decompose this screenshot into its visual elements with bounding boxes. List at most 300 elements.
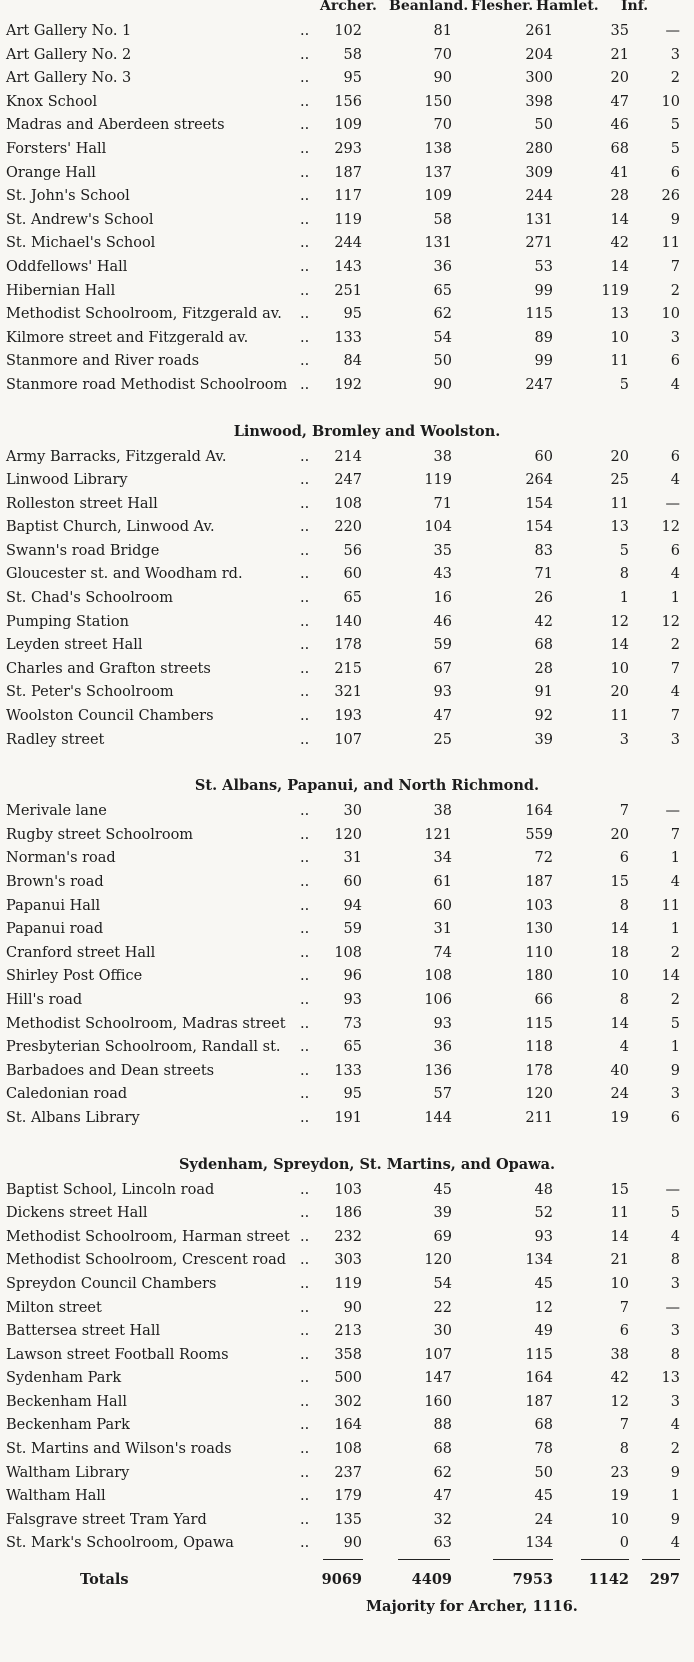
votes-archer: 95 bbox=[343, 1086, 362, 1103]
votes-hamlet: 35 bbox=[610, 23, 629, 39]
polling-place: Presbyterian Schoolroom, Randall st. bbox=[6, 1039, 281, 1056]
table-row bbox=[0, 350, 694, 374]
votes-hamlet: 13 bbox=[610, 306, 629, 323]
votes-beanland: 147 bbox=[424, 1370, 452, 1387]
votes-archer: 90 bbox=[343, 1535, 362, 1552]
polling-place: St. Martins and Wilson's roads bbox=[6, 1441, 232, 1458]
votes-beanland: 45 bbox=[433, 1181, 452, 1198]
leader-dots: .. bbox=[300, 1109, 310, 1126]
column-header-inf: Inf. bbox=[621, 0, 649, 14]
votes-archer: 60 bbox=[343, 874, 362, 890]
table-row bbox=[0, 138, 694, 162]
votes-inf: 9 bbox=[670, 1464, 680, 1481]
leader-dots: .. bbox=[300, 991, 310, 1008]
column-header-row bbox=[0, 0, 694, 20]
votes-archer: 133 bbox=[334, 1062, 362, 1079]
votes-archer: 60 bbox=[343, 566, 362, 583]
votes-inf: 26 bbox=[661, 188, 680, 205]
table-row bbox=[0, 1202, 694, 1226]
table-row bbox=[0, 563, 694, 587]
polling-place: Art Gallery No. 2 bbox=[6, 46, 132, 63]
table-row bbox=[0, 1485, 694, 1509]
column-header-flesher: Flesher. bbox=[471, 0, 534, 14]
leader-dots: .. bbox=[300, 968, 310, 985]
votes-flesher: 39 bbox=[534, 731, 553, 748]
votes-archer: 213 bbox=[334, 1323, 362, 1340]
votes-hamlet: 15 bbox=[610, 1181, 629, 1198]
section-gap bbox=[0, 752, 694, 772]
votes-archer: 302 bbox=[334, 1393, 362, 1410]
rule-line bbox=[581, 1559, 629, 1560]
table-row bbox=[0, 44, 694, 68]
votes-flesher: 50 bbox=[534, 1464, 553, 1481]
votes-hamlet: 19 bbox=[610, 1109, 629, 1126]
votes-hamlet: 18 bbox=[610, 944, 629, 961]
polling-place: Leyden street Hall bbox=[6, 637, 143, 654]
votes-inf: — bbox=[665, 495, 680, 512]
polling-place: Methodist Schoolroom, Fitzgerald av. bbox=[6, 306, 282, 323]
leader-dots: .. bbox=[300, 1346, 310, 1363]
leader-dots: .. bbox=[300, 46, 310, 63]
votes-inf: 4 bbox=[670, 1228, 680, 1245]
votes-flesher: 204 bbox=[525, 46, 553, 63]
votes-flesher: 131 bbox=[525, 211, 553, 228]
table-row bbox=[0, 989, 694, 1013]
votes-archer: 178 bbox=[334, 637, 362, 654]
section-title: St. Albans, Papanui, and North Richmond. bbox=[194, 777, 540, 795]
rule-line bbox=[323, 1559, 363, 1560]
votes-flesher: 68 bbox=[534, 1417, 553, 1434]
polling-place: Papanui road bbox=[6, 921, 104, 938]
votes-archer: 119 bbox=[334, 211, 362, 228]
votes-flesher: 187 bbox=[525, 1393, 553, 1410]
leader-dots: .. bbox=[300, 1464, 310, 1481]
table-row bbox=[0, 918, 694, 942]
polling-place: St. Albans Library bbox=[6, 1109, 140, 1126]
table-row bbox=[0, 91, 694, 115]
table-row bbox=[0, 587, 694, 611]
votes-hamlet: 11 bbox=[610, 1205, 629, 1222]
polling-place: Rolleston street Hall bbox=[6, 495, 158, 512]
polling-place: Oddfellows' Hall bbox=[6, 258, 128, 275]
table-row bbox=[0, 681, 694, 705]
polling-place: Stanmore and River roads bbox=[6, 353, 200, 370]
votes-archer: 220 bbox=[334, 519, 362, 536]
leader-dots: .. bbox=[300, 164, 310, 181]
leader-dots: .. bbox=[300, 1228, 310, 1245]
votes-inf: 6 bbox=[670, 448, 680, 465]
votes-hamlet: 0 bbox=[619, 1535, 629, 1552]
votes-archer: 135 bbox=[334, 1511, 362, 1528]
votes-inf: 4 bbox=[670, 376, 680, 393]
votes-hamlet: 20 bbox=[610, 826, 629, 843]
votes-hamlet: 42 bbox=[610, 1370, 629, 1387]
votes-flesher: 45 bbox=[534, 1275, 553, 1292]
votes-flesher: 164 bbox=[525, 803, 553, 820]
votes-inf: 6 bbox=[670, 1109, 680, 1126]
column-header-hamlet: Hamlet. bbox=[536, 0, 599, 14]
votes-beanland: 59 bbox=[433, 637, 452, 654]
table-row bbox=[0, 1273, 694, 1297]
votes-hamlet: 11 bbox=[610, 353, 629, 370]
votes-archer: 30 bbox=[343, 803, 362, 820]
votes-hamlet: 1 bbox=[619, 590, 629, 607]
table-row bbox=[0, 209, 694, 233]
votes-beanland: 74 bbox=[433, 944, 452, 961]
table-row bbox=[0, 1344, 694, 1368]
votes-beanland: 32 bbox=[433, 1511, 452, 1528]
votes-inf: 4 bbox=[670, 566, 680, 583]
votes-hamlet: 21 bbox=[610, 1252, 629, 1269]
leader-dots: .. bbox=[300, 897, 310, 914]
polling-place: Rugby street Schoolroom bbox=[6, 826, 194, 843]
votes-archer: 65 bbox=[343, 590, 362, 607]
votes-inf: 4 bbox=[670, 472, 680, 489]
votes-hamlet: 7 bbox=[619, 1299, 629, 1316]
votes-inf: 2 bbox=[670, 991, 680, 1008]
votes-beanland: 93 bbox=[433, 1015, 452, 1032]
votes-flesher: 42 bbox=[534, 613, 553, 630]
votes-inf: 6 bbox=[670, 164, 680, 181]
votes-flesher: 26 bbox=[534, 590, 553, 607]
votes-flesher: 559 bbox=[525, 826, 553, 843]
votes-archer: 293 bbox=[334, 140, 362, 157]
votes-beanland: 69 bbox=[433, 1228, 452, 1245]
votes-hamlet: 14 bbox=[610, 258, 629, 275]
leader-dots: .. bbox=[300, 23, 310, 39]
leader-dots: .. bbox=[300, 1511, 310, 1528]
votes-hamlet: 7 bbox=[619, 803, 629, 820]
votes-flesher: 178 bbox=[525, 1062, 553, 1079]
votes-beanland: 160 bbox=[424, 1393, 452, 1410]
votes-beanland: 150 bbox=[424, 93, 452, 110]
votes-beanland: 54 bbox=[433, 329, 452, 346]
leader-dots: .. bbox=[300, 472, 310, 489]
votes-archer: 108 bbox=[334, 944, 362, 961]
votes-inf: 4 bbox=[670, 874, 680, 890]
votes-archer: 187 bbox=[334, 164, 362, 181]
votes-hamlet: 8 bbox=[619, 991, 629, 1008]
table-row bbox=[0, 185, 694, 209]
leader-dots: .. bbox=[300, 448, 310, 465]
table-row bbox=[0, 303, 694, 327]
leader-dots: .. bbox=[300, 803, 310, 820]
votes-hamlet: 6 bbox=[619, 1323, 629, 1340]
votes-archer: 102 bbox=[334, 23, 362, 39]
votes-flesher: 50 bbox=[534, 117, 553, 134]
polling-place: Barbadoes and Dean streets bbox=[6, 1062, 215, 1079]
votes-archer: 95 bbox=[343, 70, 362, 87]
votes-beanland: 144 bbox=[424, 1109, 452, 1126]
totals-row bbox=[0, 1566, 694, 1594]
table-row bbox=[0, 824, 694, 848]
votes-archer: 214 bbox=[334, 448, 362, 465]
votes-inf: 6 bbox=[670, 353, 680, 370]
votes-inf: 3 bbox=[670, 1275, 680, 1292]
votes-archer: 192 bbox=[334, 376, 362, 393]
votes-archer: 56 bbox=[343, 542, 362, 559]
votes-archer: 31 bbox=[343, 850, 362, 867]
table-row bbox=[0, 1060, 694, 1084]
votes-beanland: 50 bbox=[433, 353, 452, 370]
column-header-archer: Archer. bbox=[320, 0, 377, 14]
votes-beanland: 36 bbox=[433, 258, 452, 275]
votes-flesher: 68 bbox=[534, 637, 553, 654]
leader-dots: .. bbox=[300, 613, 310, 630]
votes-flesher: 93 bbox=[534, 1228, 553, 1245]
votes-archer: 58 bbox=[343, 46, 362, 63]
votes-hamlet: 11 bbox=[610, 495, 629, 512]
votes-hamlet: 8 bbox=[619, 897, 629, 914]
leader-dots: .. bbox=[300, 590, 310, 607]
votes-inf: 3 bbox=[670, 731, 680, 748]
votes-archer: 237 bbox=[334, 1464, 362, 1481]
votes-flesher: 12 bbox=[534, 1299, 553, 1316]
votes-flesher: 103 bbox=[525, 897, 553, 914]
leader-dots: .. bbox=[300, 566, 310, 583]
section-title: Linwood, Bromley and Woolston. bbox=[233, 422, 501, 440]
votes-flesher: 309 bbox=[525, 164, 553, 181]
votes-archer: 191 bbox=[334, 1109, 362, 1126]
polling-place: St. Michael's School bbox=[6, 235, 156, 252]
table-row bbox=[0, 1297, 694, 1321]
votes-inf: 4 bbox=[670, 1417, 680, 1434]
votes-archer: 94 bbox=[343, 897, 362, 914]
polling-place: Knox School bbox=[6, 93, 98, 110]
votes-inf: 2 bbox=[670, 282, 680, 299]
total-hamlet: 1142 bbox=[588, 1571, 629, 1589]
votes-flesher: 28 bbox=[534, 660, 553, 677]
votes-flesher: 264 bbox=[525, 472, 553, 489]
leader-dots: .. bbox=[300, 1488, 310, 1505]
table-row bbox=[0, 114, 694, 138]
votes-beanland: 88 bbox=[433, 1417, 452, 1434]
table-row bbox=[0, 1509, 694, 1533]
votes-archer: 321 bbox=[334, 684, 362, 701]
leader-dots: .. bbox=[300, 684, 310, 701]
votes-inf: 8 bbox=[670, 1346, 680, 1363]
votes-hamlet: 6 bbox=[619, 850, 629, 867]
polling-place: Hill's road bbox=[6, 991, 83, 1008]
polling-place: Charles and Grafton streets bbox=[6, 660, 211, 677]
votes-beanland: 25 bbox=[433, 731, 452, 748]
votes-hamlet: 4 bbox=[619, 1039, 629, 1056]
votes-beanland: 109 bbox=[424, 188, 452, 205]
leader-dots: .. bbox=[300, 329, 310, 346]
votes-inf: 7 bbox=[670, 826, 680, 843]
votes-inf: 4 bbox=[670, 1535, 680, 1552]
polling-place: Hibernian Hall bbox=[6, 282, 116, 299]
votes-inf: 7 bbox=[670, 258, 680, 275]
polling-place: Swann's road Bridge bbox=[6, 542, 160, 559]
votes-inf: 3 bbox=[670, 1086, 680, 1103]
votes-hamlet: 10 bbox=[610, 1275, 629, 1292]
leader-dots: .. bbox=[300, 731, 310, 748]
votes-hamlet: 15 bbox=[610, 874, 629, 890]
votes-inf: 3 bbox=[670, 1393, 680, 1410]
votes-archer: 90 bbox=[343, 1299, 362, 1316]
votes-beanland: 90 bbox=[433, 70, 452, 87]
votes-flesher: 300 bbox=[525, 70, 553, 87]
leader-dots: .. bbox=[300, 1393, 310, 1410]
section-gap bbox=[0, 1131, 694, 1151]
votes-archer: 108 bbox=[334, 1441, 362, 1458]
votes-hamlet: 19 bbox=[610, 1488, 629, 1505]
polling-place: Papanui Hall bbox=[6, 897, 101, 914]
section-gap bbox=[0, 398, 694, 418]
votes-beanland: 70 bbox=[433, 117, 452, 134]
polling-place: Falsgrave street Tram Yard bbox=[6, 1511, 207, 1528]
votes-inf: 2 bbox=[670, 637, 680, 654]
votes-inf: 9 bbox=[670, 1511, 680, 1528]
votes-flesher: 398 bbox=[525, 93, 553, 110]
polling-place: Lawson street Football Rooms bbox=[6, 1346, 229, 1363]
votes-beanland: 65 bbox=[433, 282, 452, 299]
votes-beanland: 60 bbox=[433, 897, 452, 914]
votes-inf: 11 bbox=[661, 897, 680, 914]
leader-dots: .. bbox=[300, 1299, 310, 1316]
votes-archer: 120 bbox=[334, 826, 362, 843]
votes-flesher: 78 bbox=[534, 1441, 553, 1458]
leader-dots: .. bbox=[300, 874, 310, 890]
votes-beanland: 31 bbox=[433, 921, 452, 938]
polling-place: Spreydon Council Chambers bbox=[6, 1275, 217, 1292]
votes-beanland: 68 bbox=[433, 1441, 452, 1458]
votes-hamlet: 14 bbox=[610, 637, 629, 654]
polling-place: Beckenham Park bbox=[6, 1417, 130, 1434]
votes-hamlet: 13 bbox=[610, 519, 629, 536]
polling-place: St. John's School bbox=[6, 188, 130, 205]
polling-place: Art Gallery No. 1 bbox=[6, 23, 132, 39]
votes-inf: 3 bbox=[670, 1323, 680, 1340]
votes-inf: 12 bbox=[661, 519, 680, 536]
votes-inf: 11 bbox=[661, 235, 680, 252]
votes-beanland: 62 bbox=[433, 306, 452, 323]
votes-archer: 117 bbox=[334, 188, 362, 205]
table-row bbox=[0, 469, 694, 493]
leader-dots: .. bbox=[300, 117, 310, 134]
polling-place: Linwood Library bbox=[6, 472, 128, 489]
votes-inf: 9 bbox=[670, 1062, 680, 1079]
votes-flesher: 89 bbox=[534, 329, 553, 346]
votes-hamlet: 8 bbox=[619, 566, 629, 583]
leader-dots: .. bbox=[300, 708, 310, 725]
votes-beanland: 71 bbox=[433, 495, 452, 512]
polling-place: Stanmore road Methodist Schoolroom bbox=[6, 376, 288, 393]
total-archer: 9069 bbox=[321, 1571, 362, 1589]
votes-archer: 179 bbox=[334, 1488, 362, 1505]
votes-flesher: 45 bbox=[534, 1488, 553, 1505]
votes-inf: 7 bbox=[670, 660, 680, 677]
votes-flesher: 71 bbox=[534, 566, 553, 583]
totals-label: Totals bbox=[80, 1571, 129, 1589]
table-row bbox=[0, 493, 694, 517]
table-row bbox=[0, 1083, 694, 1107]
polling-place: Kilmore street and Fitzgerald av. bbox=[6, 329, 249, 346]
votes-archer: 247 bbox=[334, 472, 362, 489]
votes-archer: 193 bbox=[334, 708, 362, 725]
table-row bbox=[0, 374, 694, 398]
votes-archer: 232 bbox=[334, 1228, 362, 1245]
votes-beanland: 34 bbox=[433, 850, 452, 867]
votes-beanland: 136 bbox=[424, 1062, 452, 1079]
polling-place: St. Mark's Schoolroom, Opawa bbox=[6, 1535, 234, 1552]
votes-beanland: 104 bbox=[424, 519, 452, 536]
leader-dots: .. bbox=[300, 1535, 310, 1552]
votes-flesher: 247 bbox=[525, 376, 553, 393]
votes-inf: 12 bbox=[661, 613, 680, 630]
polling-place: Methodist Schoolroom, Crescent road bbox=[6, 1252, 287, 1269]
votes-hamlet: 119 bbox=[601, 282, 629, 299]
leader-dots: .. bbox=[300, 1417, 310, 1434]
leader-dots: .. bbox=[300, 376, 310, 393]
votes-flesher: 244 bbox=[525, 188, 553, 205]
votes-hamlet: 41 bbox=[610, 164, 629, 181]
rule-line bbox=[642, 1559, 680, 1560]
polling-place: Battersea street Hall bbox=[6, 1323, 161, 1340]
votes-beanland: 93 bbox=[433, 684, 452, 701]
rule-line bbox=[493, 1559, 553, 1560]
votes-hamlet: 14 bbox=[610, 1228, 629, 1245]
votes-hamlet: 10 bbox=[610, 329, 629, 346]
polling-place: Pumping Station bbox=[6, 613, 129, 630]
polling-place: Caledonian road bbox=[6, 1086, 128, 1103]
votes-inf: 6 bbox=[670, 542, 680, 559]
votes-flesher: 271 bbox=[525, 235, 553, 252]
votes-inf: 4 bbox=[670, 684, 680, 701]
votes-flesher: 48 bbox=[534, 1181, 553, 1198]
leader-dots: .. bbox=[300, 1181, 310, 1198]
votes-hamlet: 10 bbox=[610, 1511, 629, 1528]
votes-hamlet: 5 bbox=[619, 376, 629, 393]
votes-flesher: 115 bbox=[525, 306, 553, 323]
votes-archer: 73 bbox=[343, 1015, 362, 1032]
polling-place: Sydenham Park bbox=[6, 1370, 122, 1387]
polling-place: Beckenham Hall bbox=[6, 1393, 127, 1410]
table-row bbox=[0, 162, 694, 186]
votes-hamlet: 10 bbox=[610, 660, 629, 677]
leader-dots: .. bbox=[300, 188, 310, 205]
leader-dots: .. bbox=[300, 1039, 310, 1056]
votes-archer: 96 bbox=[343, 968, 362, 985]
polling-place: Dickens street Hall bbox=[6, 1205, 148, 1222]
leader-dots: .. bbox=[300, 1252, 310, 1269]
votes-beanland: 38 bbox=[433, 803, 452, 820]
votes-flesher: 72 bbox=[534, 850, 553, 867]
votes-beanland: 107 bbox=[424, 1346, 452, 1363]
leader-dots: .. bbox=[300, 637, 310, 654]
table-row bbox=[0, 232, 694, 256]
votes-archer: 140 bbox=[334, 613, 362, 630]
votes-beanland: 131 bbox=[424, 235, 452, 252]
votes-hamlet: 3 bbox=[619, 731, 629, 748]
votes-hamlet: 23 bbox=[610, 1464, 629, 1481]
table-row bbox=[0, 965, 694, 989]
total-inf: 297 bbox=[649, 1571, 680, 1589]
votes-hamlet: 8 bbox=[619, 1441, 629, 1458]
votes-inf: — bbox=[665, 23, 680, 39]
votes-inf: 7 bbox=[670, 708, 680, 725]
votes-hamlet: 14 bbox=[610, 211, 629, 228]
votes-beanland: 119 bbox=[424, 472, 452, 489]
votes-beanland: 81 bbox=[433, 23, 452, 39]
votes-beanland: 35 bbox=[433, 542, 452, 559]
leader-dots: .. bbox=[300, 353, 310, 370]
votes-inf: 10 bbox=[661, 93, 680, 110]
votes-archer: 215 bbox=[334, 660, 362, 677]
votes-hamlet: 14 bbox=[610, 1015, 629, 1032]
votes-inf: 2 bbox=[670, 70, 680, 87]
